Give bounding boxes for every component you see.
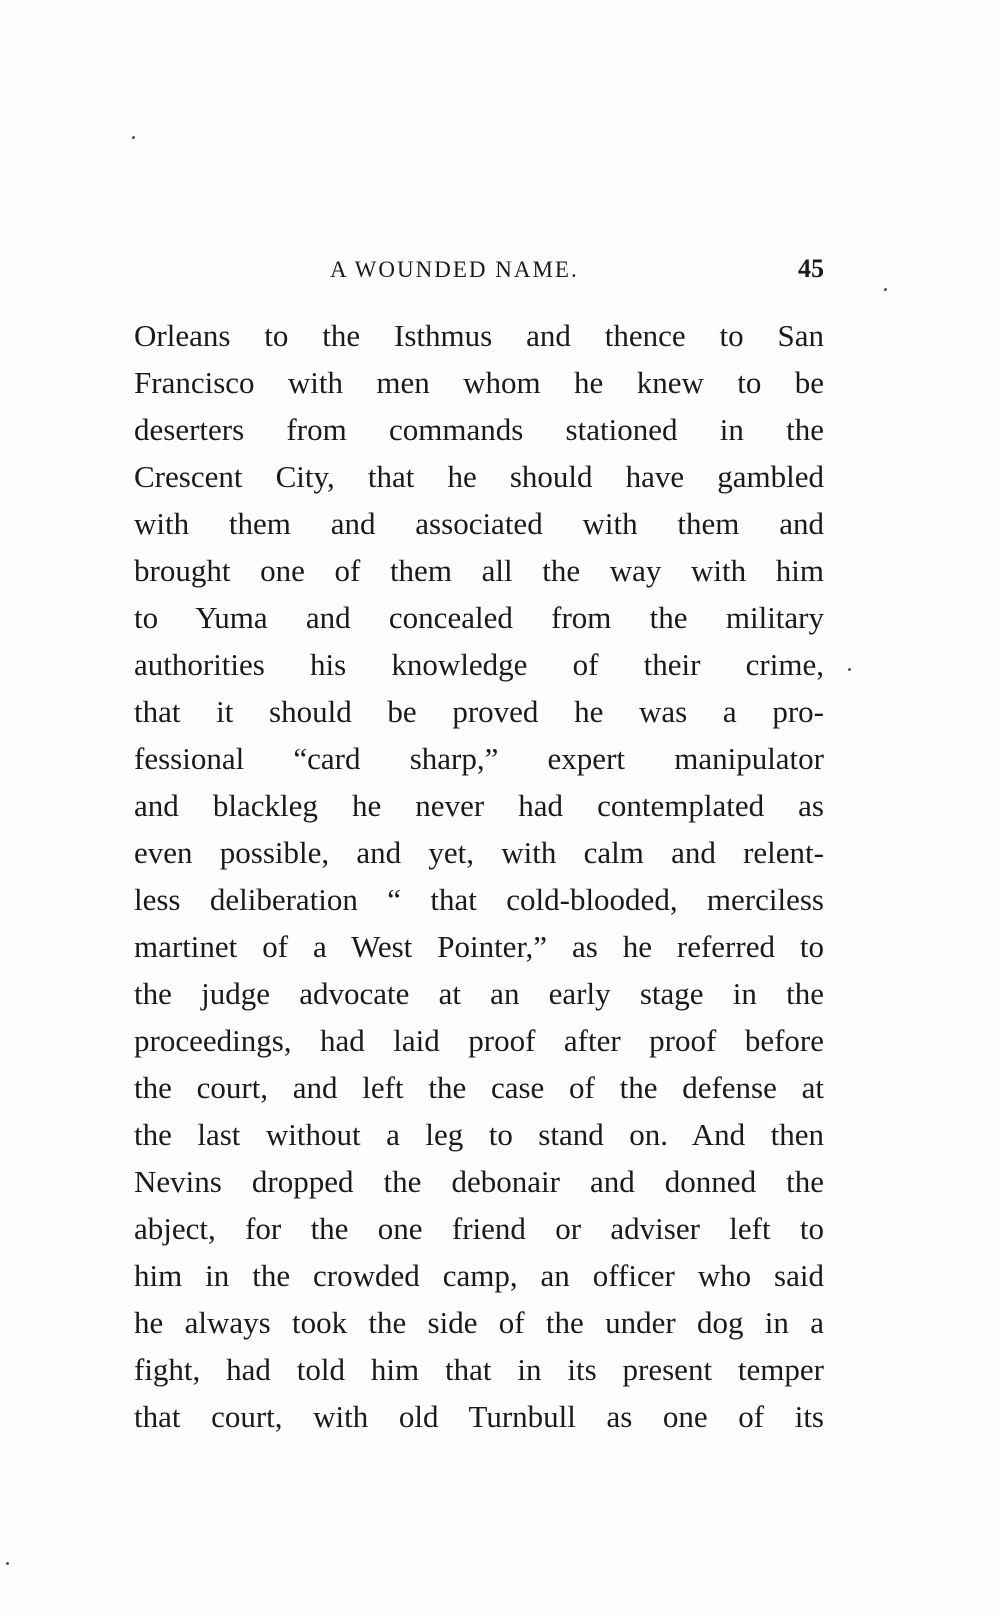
text-line: to Yuma and concealed from the military [134,600,824,635]
text-line: abject, for the one friend or adviser left to [134,1211,824,1246]
text-line: Orleans to the Isthmus and thence to San [134,318,824,353]
text-line: that it should be proved he was a pro- [134,694,824,729]
text-line: proceedings, had laid proof after proof before [134,1023,824,1058]
text-line: with them and associated with them and [134,506,824,541]
text-line: and blackleg he never had contemplated as [134,788,824,823]
running-head [330,254,824,288]
text-line: he always took the side of the under dog in a [134,1305,824,1340]
text-line: Crescent City, that he should have gambled [134,459,824,494]
text-line: Francisco with men whom he knew to be [134,365,824,400]
text-line: Nevins dropped the debonair and donned the [134,1164,824,1199]
text-line: him in the crowded camp, an officer who said [134,1258,824,1293]
text-line: the last without a leg to stand on. And then [134,1117,824,1152]
text-line: fight, had told him that in its present temper [134,1352,824,1387]
print-speck [6,1562,9,1565]
text-line: that court, with old Turnbull as one of its [134,1399,824,1434]
text-line: deserters from commands stationed in the [134,412,824,447]
body-text [134,312,824,1440]
print-speck [884,288,887,291]
text-line: martinet of a West Pointer,” as he referred to [134,929,824,964]
text-line: brought one of them all the way with him [134,553,824,588]
text-line: authorities his knowledge of their crime, [134,647,824,682]
text-line: the court, and left the case of the defense at [134,1070,824,1105]
text-line: less deliberation “ that cold-blooded, merciless [134,882,824,917]
running-title: A WOUNDED NAME. [330,257,579,282]
page-number: 45 [798,254,824,283]
print-speck [132,136,135,139]
print-speck [848,668,851,671]
text-line: fessional “card sharp,” expert manipulator [134,741,824,776]
text-line: even possible, and yet, with calm and relent- [134,835,824,870]
text-line: the judge advocate at an early stage in the [134,976,824,1011]
